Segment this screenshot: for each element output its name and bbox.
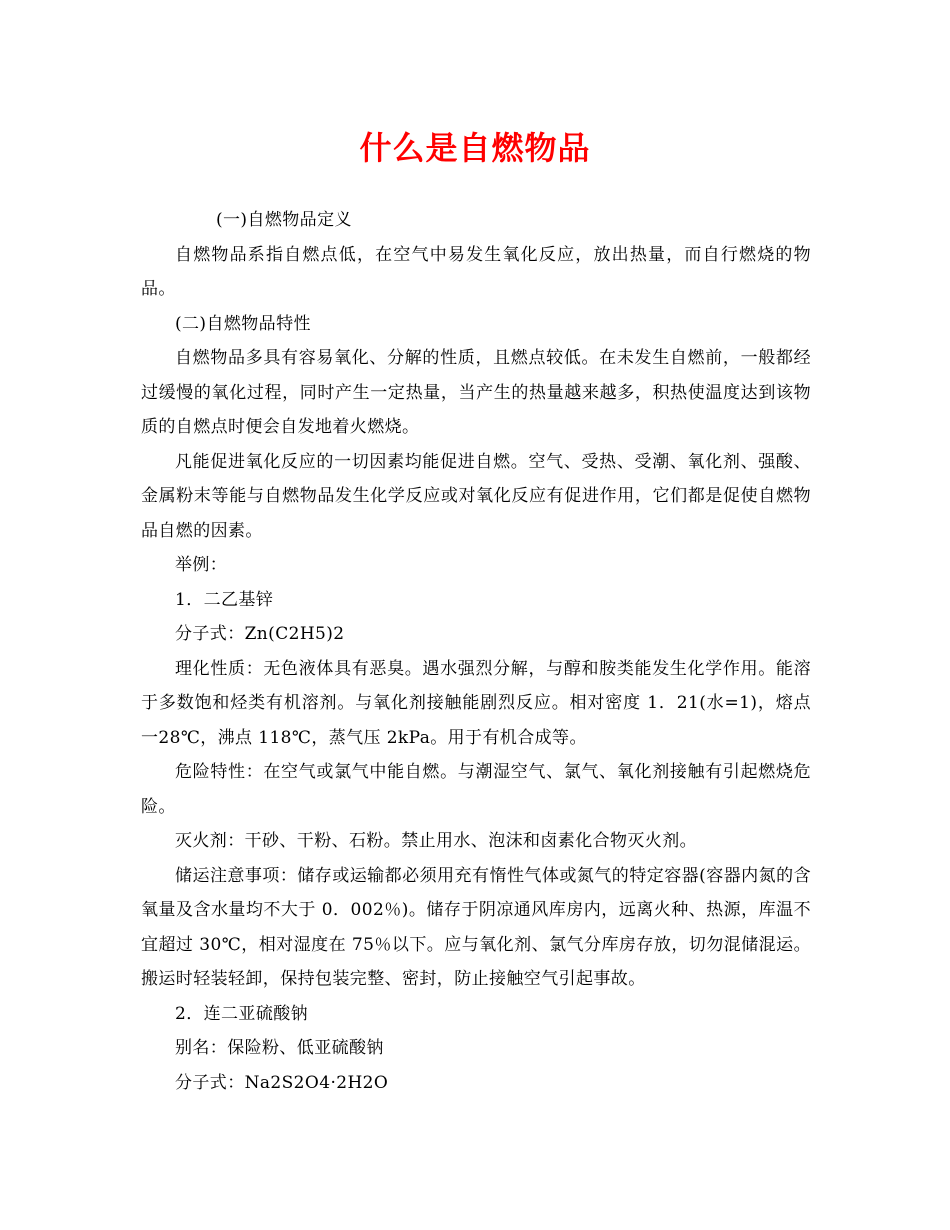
paragraph-properties: 自燃物品多具有容易氧化、分解的性质，且燃点较低。在未发生自燃前，一般都经过缓慢的氧化过程，同时产生一定热量，当产生的热量越来越多，积热使温度达到该物质的自燃点时便会自发地着火燃烧。 (141, 348, 811, 437)
paragraph-definition: 自燃物品系指自燃点低，在空气中易发生氧化反应，放出热量，而自行燃烧的物品。 (141, 244, 811, 299)
example-2-name: 2．连二亚硫酸钠 (175, 1003, 309, 1024)
example-1-extinguishing-agent: 灭火剂：干砂、干粉、石粉。禁止用水、泡沫和卤素化合物灭火剂。 (175, 831, 697, 851)
example-1-hazard: 危险特性：在空气或氯气中能自燃。与潮湿空气、氯气、氧化剂接触有引起燃烧危险。 (141, 762, 811, 817)
document-title: 什么是自燃物品 (359, 129, 591, 167)
section-heading-definition: (一)自燃物品定义 (216, 210, 352, 230)
example-1-storage: 储运注意事项：储存或运输都必须用充有惰性气体或氮气的特定容器(容器内氮的含氧量及含水量均不大于 0．002％)。储存于阴凉通风库房内，远离火种、热源，库温不宜超过 30℃，相对湿度在 75％以下。应与氧化剂、氯气分库房存放，切勿混储混运。搬运时轻装轻卸，保持包装完整、密封，防止接触空气引起事故。 (141, 865, 811, 989)
document-body (141, 203, 811, 1100)
example-1-physical-properties: 理化性质：无色液体具有恶臭。遇水强烈分解，与醇和胺类能发生化学作用。能溶于多数饱和烃类有机溶剂。与氧化剂接触能剧烈反应。相对密度 1．21(水=1)，熔点一28℃，沸点 118℃，蒸气压 2kPa。用于有机合成等。 (141, 658, 811, 748)
example-2-formula: 分子式：Na2S2O4·2H2O (175, 1072, 389, 1093)
examples-label: 举例： (175, 555, 228, 575)
example-1-formula: 分子式：Zn(C2H5)2 (175, 624, 345, 644)
example-1-name: 1．二乙基锌 (175, 589, 274, 610)
section-heading-properties: (二)自燃物品特性 (175, 313, 311, 334)
paragraph-factors: 凡能促进氧化反应的一切因素均能促进自燃。空气、受热、受潮、氧化剂、强酸、金属粉末等能与自燃物品发生化学反应或对氧化反应有促进作用，它们都是促使自燃物品自燃的因素。 (141, 451, 811, 541)
example-2-alias: 别名：保险粉、低亚硫酸钠 (175, 1038, 384, 1058)
